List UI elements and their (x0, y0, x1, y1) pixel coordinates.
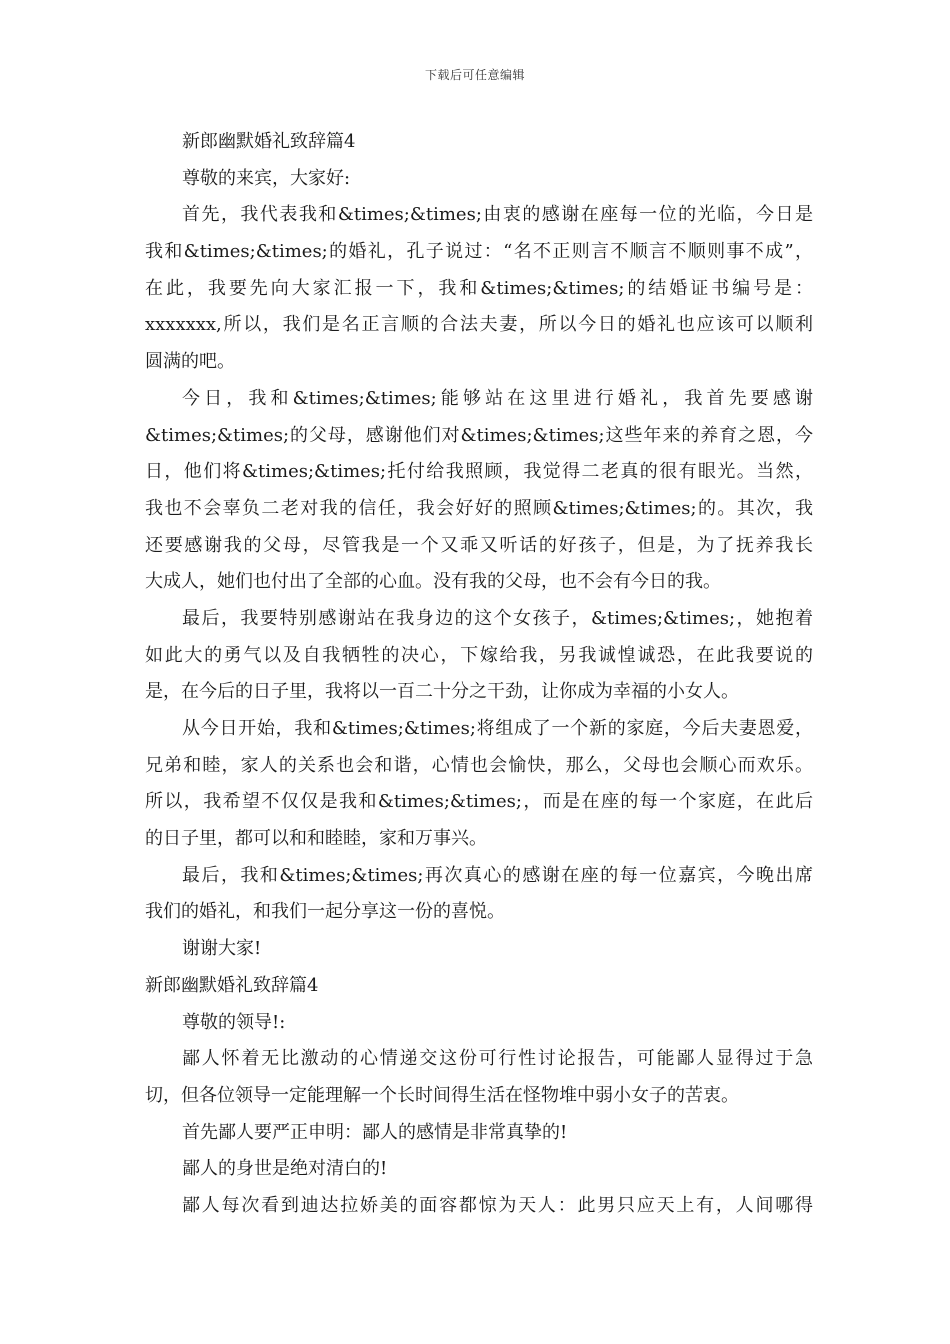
text-line: 的日子里，都可以和和睦睦，家和万事兴。 (145, 828, 487, 850)
text-line: 圆满的吧。 (145, 351, 235, 373)
text-line: 首先，我代表我和&times;&times;由衷的感谢在座每一位的光临，今日是 (182, 204, 813, 226)
document-body (145, 124, 813, 1225)
text-line: 我也不会辜负二老对我的信任，我会好好的照顾&times;&times;的。其次，我 (145, 497, 813, 519)
text-line: 还要感谢我的父母，尽管我是一个又乖又听话的好孩子，但是，为了抚养我长 (145, 534, 813, 556)
text-line: 在此，我要先向大家汇报一下，我和&times;&times;的结婚证书编号是： (145, 277, 813, 299)
text-line: 最后，我和&times;&times;再次真心的感谢在座的每一位嘉宾，今晚出席 (182, 864, 813, 886)
page-header-note: 下载后可任意编辑 (424, 68, 525, 82)
text-line: 谢谢大家! (182, 938, 262, 960)
text-line: 新郎幽默婚礼致辞篇4 (145, 974, 319, 996)
text-line: 鄙人的身世是绝对清白的! (182, 1158, 388, 1180)
text-line: 如此大的勇气以及自我牺牲的决心，下嫁给我，另我诚惶诚恐，在此我要说的 (145, 644, 813, 666)
text-line: 鄙人怀着无比激动的心情递交这份可行性讨论报告，可能鄙人显得过于急 (182, 1048, 813, 1070)
text-line: 我们的婚礼，和我们一起分享这一份的喜悦。 (145, 901, 505, 923)
text-line: 切，但各位领导一定能理解一个长时间得生活在怪物堆中弱小女子的苦衷。 (145, 1084, 739, 1106)
text-line: 尊敬的来宾，大家好: (182, 167, 351, 189)
text-line: 兄弟和睦，家人的关系也会和谐，心情也会愉快，那么，父母也会顺心而欢乐。 (145, 754, 813, 776)
text-line: 从今日开始，我和&times;&times;将组成了一个新的家庭，今后夫妻恩爱， (182, 718, 813, 739)
text-line: 我和&times;&times;的婚礼，孔子说过：“名不正则言不顺言不顺则事不成”， (145, 241, 813, 263)
text-line: 鄙人每次看到迪达拉娇美的面容都惊为天人：此男只应天上有，人间哪得 (182, 1194, 813, 1216)
text-line: 是，在今后的日子里，我将以一百二十分之干劲，让你成为幸福的小女人。 (145, 681, 739, 703)
text-line: 首先鄙人要严正申明：鄙人的感情是非常真挚的! (182, 1121, 568, 1143)
text-line: &times;&times;的父母，感谢他们对&times;&times;这些年来的养育之恩，今 (145, 424, 813, 446)
text-line: 最后，我要特别感谢站在我身边的这个女孩子，&times;&times;，她抱着 (182, 607, 813, 629)
text-line: 大成人，她们也付出了全部的心血。没有我的父母，也不会有今日的我。 (145, 571, 721, 593)
text-line: 今日，我和&times;&times;能够站在这里进行婚礼，我首先要感谢 (182, 387, 813, 409)
text-line: 日，他们将&times;&times;托付给我照顾，我觉得二老真的很有眼光。当然， (145, 461, 813, 483)
text-line: xxxxxxx,所以，我们是名正言顺的合法夫妻，所以今日的婚礼也应该可以顺利 (145, 314, 813, 336)
text-line: 新郎幽默婚礼致辞篇4 (182, 131, 356, 152)
text-line: 尊敬的领导!: (182, 1011, 286, 1033)
text-line: 所以，我希望不仅仅是我和&times;&times;，而是在座的每一个家庭，在此后 (145, 791, 813, 813)
